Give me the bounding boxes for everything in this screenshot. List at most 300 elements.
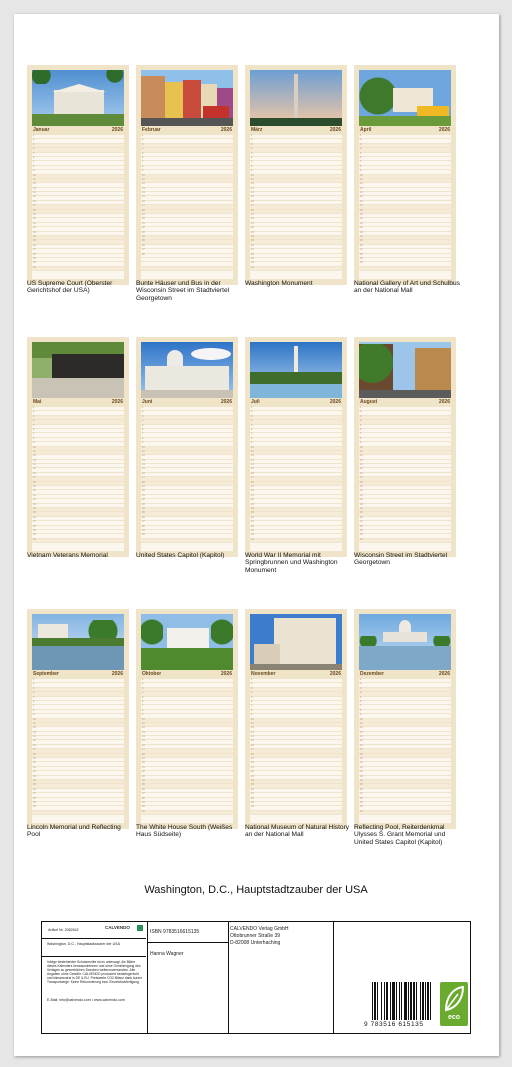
day-number: 24	[360, 778, 363, 782]
article-number: Artikel Nr. 2082642	[48, 928, 79, 932]
day-number: 13	[360, 186, 363, 190]
photo-caption: US Supreme Court (Oberster Gerichtshof der USA)	[27, 280, 113, 295]
day-number: 8	[251, 436, 253, 440]
day-number: 23	[33, 502, 36, 506]
day-number: 12	[360, 182, 363, 186]
day-number: 18	[251, 752, 254, 756]
day-number: 17	[360, 748, 363, 752]
day-number: 13	[251, 186, 254, 190]
day-number: 13	[33, 458, 36, 462]
day-number: 31	[251, 265, 254, 269]
day-number: 27	[251, 520, 254, 524]
day-number: 30	[251, 533, 254, 537]
day-number: 13	[251, 730, 254, 734]
day-number: 24	[33, 506, 36, 510]
day-number: 15	[142, 739, 145, 743]
day-number: 12	[33, 182, 36, 186]
month-frame	[245, 609, 347, 829]
day-number: 25	[360, 783, 363, 787]
month-header	[141, 671, 233, 678]
day-number: 10	[360, 717, 363, 721]
day-number: 18	[33, 208, 36, 212]
day-number: 1	[251, 678, 253, 681]
day-number: 20	[251, 217, 254, 221]
calvendo-logo: CALVENDO	[105, 925, 130, 930]
day-number: 5	[142, 695, 144, 699]
day-number: 16	[251, 199, 254, 203]
day-number: 29	[360, 256, 363, 260]
month-year: 2026	[329, 127, 341, 133]
month-year: 2026	[220, 127, 232, 133]
day-number: 1	[360, 134, 362, 137]
day-number: 5	[251, 695, 253, 699]
day-number: 30	[251, 805, 254, 809]
day-number: 9	[251, 441, 253, 445]
day-number: 17	[142, 476, 145, 480]
day-number: 16	[142, 743, 145, 747]
day-number: 9	[360, 713, 362, 717]
day-number: 25	[142, 239, 145, 243]
day-number: 13	[142, 730, 145, 734]
day-number: 19	[360, 485, 363, 489]
day-number: 9	[142, 441, 144, 445]
day-number: 1	[360, 406, 362, 409]
day-number: 8	[142, 436, 144, 440]
day-number: 6	[360, 427, 362, 431]
day-number: 17	[251, 476, 254, 480]
day-number: 10	[142, 717, 145, 721]
day-number: 23	[360, 230, 363, 234]
day-number: 16	[33, 743, 36, 747]
day-number: 10	[251, 717, 254, 721]
day-number: 20	[251, 489, 254, 493]
day-number: 5	[360, 695, 362, 699]
day-number: 4	[142, 419, 144, 423]
month-photo	[359, 70, 451, 126]
day-number: 27	[251, 248, 254, 252]
month-name: April	[360, 127, 372, 133]
day-number: 27	[360, 520, 363, 524]
day-number: 2	[142, 410, 144, 414]
month-photo	[250, 70, 342, 126]
day-row	[141, 267, 233, 271]
day-number: 18	[251, 208, 254, 212]
day-number: 21	[360, 493, 363, 497]
day-number: 19	[142, 757, 145, 761]
day-number: 18	[251, 480, 254, 484]
month-frame	[136, 609, 238, 829]
month-photo	[250, 614, 342, 670]
month-photo	[359, 614, 451, 670]
day-number: 13	[360, 458, 363, 462]
day-number: 24	[360, 506, 363, 510]
day-number: 8	[251, 164, 253, 168]
day-number: 29	[33, 256, 36, 260]
day-number: 25	[142, 511, 145, 515]
day-number: 25	[142, 783, 145, 787]
month-frame	[354, 609, 456, 829]
month-frame	[27, 609, 129, 829]
day-number: 5	[360, 423, 362, 427]
day-number: 23	[33, 230, 36, 234]
day-number: 21	[251, 493, 254, 497]
day-number: 30	[33, 533, 36, 537]
day-number: 22	[360, 226, 363, 230]
month-frame	[27, 337, 129, 557]
day-number: 23	[251, 774, 254, 778]
month-frame	[354, 337, 456, 557]
imprint-divider	[42, 956, 146, 957]
month-year: 2026	[438, 399, 450, 405]
day-number: 15	[360, 195, 363, 199]
day-number: 20	[142, 489, 145, 493]
day-number: 13	[251, 458, 254, 462]
day-number: 23	[251, 230, 254, 234]
day-number: 16	[33, 199, 36, 203]
day-row	[359, 267, 451, 271]
day-number: 6	[142, 155, 144, 159]
photo-caption: Bunte Häuser und Bus in der Wisconsin Street im Stadtviertel Georgetown	[136, 280, 230, 302]
eco-badge	[440, 982, 468, 1026]
month-name: März	[251, 127, 263, 133]
day-number: 7	[251, 704, 253, 708]
day-number: 14	[33, 191, 36, 195]
day-number: 7	[142, 160, 144, 164]
month-header	[141, 127, 233, 134]
day-number: 20	[360, 217, 363, 221]
day-number: 10	[142, 173, 145, 177]
day-row	[250, 267, 342, 271]
day-number: 7	[251, 160, 253, 164]
day-number: 3	[251, 686, 253, 690]
day-number: 12	[33, 454, 36, 458]
day-number: 28	[33, 252, 36, 256]
day-number: 28	[251, 796, 254, 800]
day-number: 11	[33, 449, 36, 453]
day-number: 19	[142, 213, 145, 217]
day-number: 12	[360, 454, 363, 458]
day-number: 17	[33, 748, 36, 752]
day-number: 24	[251, 234, 254, 238]
day-number: 11	[360, 721, 363, 725]
day-number: 10	[33, 445, 36, 449]
day-grid	[250, 135, 342, 279]
day-number: 15	[142, 467, 145, 471]
day-number: 11	[33, 177, 36, 181]
day-number: 29	[33, 800, 36, 804]
day-number: 24	[142, 506, 145, 510]
day-number: 29	[251, 800, 254, 804]
day-number: 12	[251, 726, 254, 730]
month-year: 2026	[220, 671, 232, 677]
day-number: 11	[251, 721, 254, 725]
day-number: 24	[33, 234, 36, 238]
month-photo	[32, 70, 124, 126]
day-number: 7	[360, 160, 362, 164]
day-number: 6	[251, 155, 253, 159]
imprint-middle	[148, 922, 335, 1033]
day-number: 28	[360, 524, 363, 528]
day-number: 16	[360, 199, 363, 203]
month-frame	[136, 65, 238, 285]
day-number: 2	[251, 682, 253, 686]
isbn: ISBN 9783516615135	[150, 929, 200, 935]
day-number: 12	[251, 182, 254, 186]
day-number: 25	[360, 511, 363, 515]
day-number: 27	[33, 520, 36, 524]
day-number: 3	[360, 686, 362, 690]
day-number: 4	[251, 419, 253, 423]
day-number: 30	[251, 261, 254, 265]
month-year: 2026	[111, 127, 123, 133]
day-number: 20	[33, 489, 36, 493]
day-number: 11	[142, 177, 145, 181]
day-number: 8	[360, 436, 362, 440]
day-number: 7	[33, 704, 35, 708]
day-number: 2	[251, 138, 253, 142]
day-number: 21	[251, 221, 254, 225]
month-frame	[245, 337, 347, 557]
day-number: 15	[251, 195, 254, 199]
isbn-divider	[148, 942, 228, 943]
day-number: 4	[360, 147, 362, 151]
photo-caption: National Gallery of Art und Schulbus an der National Mall	[354, 280, 460, 295]
day-number: 30	[360, 805, 363, 809]
day-number: 16	[33, 471, 36, 475]
day-number: 5	[142, 423, 144, 427]
day-number: 3	[142, 686, 144, 690]
day-number: 20	[251, 761, 254, 765]
day-row	[32, 267, 124, 271]
day-number: 6	[251, 699, 253, 703]
month-photo	[32, 342, 124, 398]
day-number: 3	[33, 142, 35, 146]
day-number: 11	[142, 721, 145, 725]
day-number: 26	[33, 787, 36, 791]
day-grid	[250, 407, 342, 551]
day-number: 27	[33, 792, 36, 796]
barcode-number: 9 783516 615135	[364, 1021, 424, 1028]
month-name: Februar	[142, 127, 161, 133]
day-number: 9	[142, 713, 144, 717]
day-number: 10	[33, 173, 36, 177]
day-number: 26	[142, 787, 145, 791]
day-number: 17	[360, 476, 363, 480]
imprint-right	[333, 922, 473, 1033]
photo-caption: Washington Monument	[245, 280, 313, 287]
day-number: 6	[33, 427, 35, 431]
day-number: 21	[33, 765, 36, 769]
month-name: August	[360, 399, 378, 405]
day-number: 18	[33, 752, 36, 756]
day-number: 15	[251, 467, 254, 471]
day-number: 26	[33, 243, 36, 247]
day-number: 15	[251, 739, 254, 743]
day-number: 2	[33, 138, 35, 142]
eco-label: eco	[447, 1014, 461, 1021]
day-number: 26	[142, 243, 145, 247]
day-number: 8	[360, 708, 362, 712]
day-number: 15	[360, 739, 363, 743]
day-number: 30	[33, 261, 36, 265]
day-number: 3	[251, 142, 253, 146]
day-number: 19	[33, 757, 36, 761]
day-number: 7	[360, 432, 362, 436]
day-number: 29	[360, 800, 363, 804]
day-number: 21	[33, 493, 36, 497]
day-number: 14	[251, 463, 254, 467]
day-number: 15	[142, 195, 145, 199]
day-number: 19	[360, 757, 363, 761]
day-number: 28	[142, 524, 145, 528]
day-number: 29	[33, 528, 36, 532]
imprint-left	[42, 922, 148, 1033]
month-header	[359, 399, 451, 406]
imprint-header	[42, 922, 146, 939]
brand-mark-icon	[137, 925, 143, 931]
day-number: 12	[142, 454, 145, 458]
day-number: 27	[360, 792, 363, 796]
day-number: 30	[142, 533, 145, 537]
day-number: 13	[142, 186, 145, 190]
day-number: 4	[33, 147, 35, 151]
day-number: 8	[142, 708, 144, 712]
day-number: 21	[142, 221, 145, 225]
day-number: 20	[360, 489, 363, 493]
day-number: 6	[33, 155, 35, 159]
day-number: 9	[360, 441, 362, 445]
day-number: 7	[33, 160, 35, 164]
month-photo	[32, 614, 124, 670]
day-number: 30	[142, 805, 145, 809]
day-number: 27	[142, 792, 145, 796]
day-number: 9	[33, 713, 35, 717]
day-number: 9	[33, 441, 35, 445]
month-photo	[141, 614, 233, 670]
day-number: 4	[251, 691, 253, 695]
day-number: 22	[251, 770, 254, 774]
day-number: 22	[251, 498, 254, 502]
photo-caption: Reflecting Pool, Reiterdenkmal Ulysses S. Grant Memorial und United States Capitol (Kapitol)	[354, 824, 446, 846]
day-number: 26	[251, 515, 254, 519]
legal-notice: Infolge bestehender Schutzrechte ist es untersagt, die Bilder dieses Kalenders herauszutrennen und ohne Genehmigung des Verlages zu gewerblichen Zwecken weiterzuverwenden. Alle Angaben ohne Gewähr. CALVENDO produziert bedarfsgerecht und klimaneutral in DE & EU. Preiswerte CO2-Bilanz dank kurzer Transportwege. Keine Retournierung bzw. Einzelstückfertigung.	[47, 960, 143, 985]
day-number: 24	[33, 778, 36, 782]
day-number: 29	[142, 528, 145, 532]
imprint-box	[41, 921, 471, 1034]
day-number: 2	[360, 138, 362, 142]
day-number: 13	[360, 730, 363, 734]
month-header	[32, 671, 124, 678]
author-name: Hanna Wagner	[150, 951, 184, 957]
day-number: 22	[360, 770, 363, 774]
day-number: 3	[360, 414, 362, 418]
month-header	[250, 671, 342, 678]
day-number: 9	[33, 169, 35, 173]
day-number: 27	[251, 792, 254, 796]
day-number: 22	[33, 226, 36, 230]
day-number: 26	[142, 515, 145, 519]
month-frame	[245, 65, 347, 285]
day-number: 31	[360, 809, 363, 813]
month-year: 2026	[438, 671, 450, 677]
day-number: 14	[360, 463, 363, 467]
day-number: 26	[251, 243, 254, 247]
day-number: 3	[33, 686, 35, 690]
day-number: 14	[142, 191, 145, 195]
day-number: 10	[360, 173, 363, 177]
imprint-subtitle: Washington, D.C., Hauptstadtzauber der USA	[47, 942, 120, 946]
day-number: 25	[33, 783, 36, 787]
day-number: 28	[251, 524, 254, 528]
day-grid	[359, 407, 451, 551]
day-number: 2	[360, 682, 362, 686]
day-number: 21	[251, 765, 254, 769]
day-number: 18	[142, 752, 145, 756]
photo-caption: Vietnam Veterans Memorial	[27, 552, 108, 559]
day-number: 18	[142, 208, 145, 212]
day-number: 5	[251, 423, 253, 427]
photo-caption: Wisconsin Street im Stadtviertel Georgetown	[354, 552, 448, 567]
day-number: 15	[33, 195, 36, 199]
month-name: Juli	[251, 399, 260, 405]
day-number: 30	[360, 261, 363, 265]
day-number: 9	[251, 713, 253, 717]
day-number: 17	[251, 748, 254, 752]
day-grid	[32, 135, 124, 279]
day-number: 8	[33, 436, 35, 440]
day-number: 23	[142, 502, 145, 506]
month-header	[32, 399, 124, 406]
day-row	[250, 539, 342, 543]
month-name: Oktober	[142, 671, 162, 677]
day-number: 13	[142, 458, 145, 462]
day-number: 31	[360, 537, 363, 541]
day-number: 12	[33, 726, 36, 730]
day-number: 27	[360, 248, 363, 252]
day-number: 19	[33, 485, 36, 489]
month-header	[32, 127, 124, 134]
day-number: 16	[251, 471, 254, 475]
day-number: 4	[142, 147, 144, 151]
day-number: 11	[360, 177, 363, 181]
day-number: 11	[360, 449, 363, 453]
day-number: 9	[360, 169, 362, 173]
month-photo	[141, 342, 233, 398]
day-number: 22	[360, 498, 363, 502]
month-header	[250, 127, 342, 134]
day-number: 31	[33, 265, 36, 269]
day-number: 23	[360, 502, 363, 506]
day-number: 1	[142, 678, 144, 681]
day-number: 1	[33, 678, 35, 681]
day-number: 17	[251, 204, 254, 208]
day-number: 22	[142, 770, 145, 774]
day-number: 10	[251, 173, 254, 177]
day-number: 12	[142, 726, 145, 730]
day-number: 30	[33, 805, 36, 809]
day-number: 1	[251, 406, 253, 409]
day-number: 11	[251, 449, 254, 453]
day-number: 10	[360, 445, 363, 449]
day-number: 7	[33, 432, 35, 436]
day-number: 15	[33, 739, 36, 743]
day-number: 22	[142, 226, 145, 230]
month-year: 2026	[111, 399, 123, 405]
day-row	[141, 811, 233, 815]
day-number: 11	[251, 177, 254, 181]
day-number: 21	[360, 765, 363, 769]
day-number: 3	[142, 414, 144, 418]
